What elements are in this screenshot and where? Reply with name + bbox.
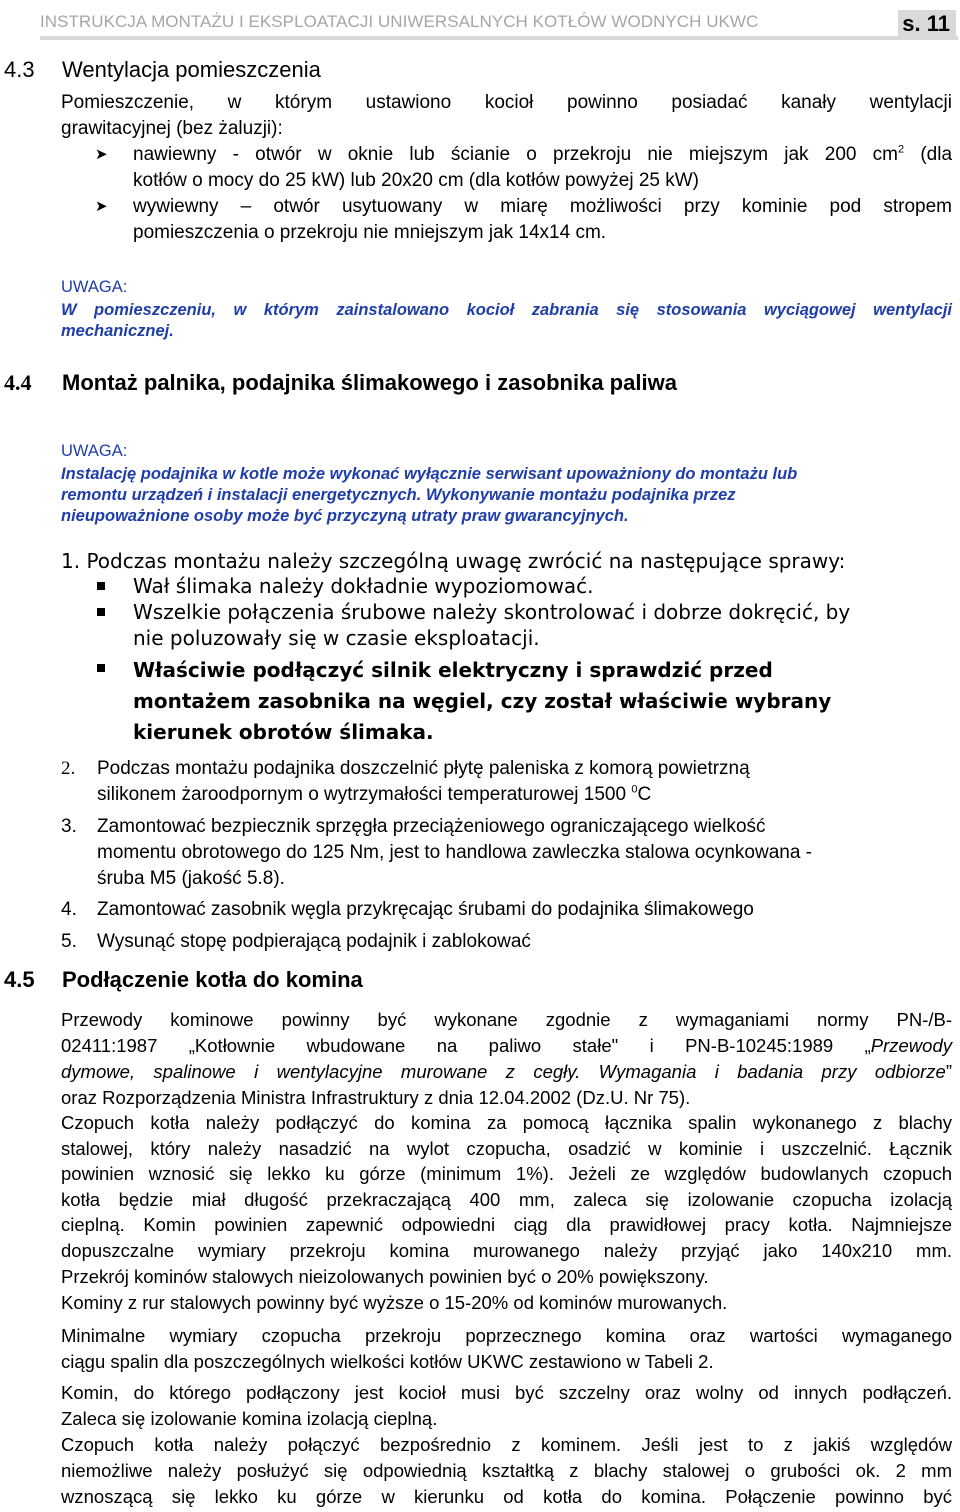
list-text: Zamontować zasobnik węgla przykręcając śrubami do podajnika ślimakowego — [97, 899, 754, 920]
paragraph-line: Przewody kominowe powinny być wykonane zgodnie z wymaganiami normy PN-/B- — [61, 1009, 952, 1030]
square-bullet-icon — [97, 608, 105, 616]
section-heading-4-3 — [4, 57, 321, 83]
paragraph-line: oraz Rozporządzenia Ministra Infrastruktury z dnia 12.04.2002 (Dz.U. Nr 75). — [61, 1087, 691, 1108]
warning-line: nieupoważnione osoby może być przyczyną utraty praw gwarancyjnych. — [61, 507, 629, 525]
text-part: ” — [945, 1061, 952, 1082]
square-bullet-icon — [97, 664, 105, 672]
section-number: 4.4 — [4, 370, 32, 395]
list-number: 1. — [61, 549, 81, 573]
list-number: 3. — [61, 816, 77, 837]
bullet-line: kotłów o mocy do 25 kW) lub 20x20 cm (dla kotłów powyżej 25 kW) — [133, 170, 699, 191]
page-header — [40, 10, 958, 40]
paragraph-line: ciągu spalin dla poszczególnych wielkości kotłów UKWC zestawiono w Tabeli 2. — [61, 1351, 714, 1372]
warning-label: UWAGA: — [61, 278, 128, 296]
list-text: Podczas montażu podajnika doszczelnić płytę paleniska z komorą powietrzną — [97, 758, 750, 779]
arrow-bullet-icon: ➤ — [95, 146, 108, 163]
paragraph-line: stalowej, który należy nasadzić na wylot czopucha, osadzić w kominie i uszczelnić. Łącznik — [61, 1138, 952, 1159]
paragraph-line: Kominy z rur stalowych powinny być wyższe o 15-20% od kominów murowanych. — [61, 1292, 728, 1313]
section-title: Wentylacja pomieszczenia — [62, 57, 321, 82]
warning-line: W pomieszczeniu, w którym zainstalowano kocioł zabrania się stosowania wyciągowej wentylacji — [61, 301, 952, 319]
paragraph-line: Czopuch kotła należy połączyć bezpośrednio z kominem. Jeśli jest to z jakiś względów — [61, 1434, 952, 1455]
paragraph-line: kotła będzie miał długość przekraczającą 400 mm, zaleca się izolowanie czopucha izolacją — [61, 1189, 952, 1210]
list-text: momentu obrotowego do 125 Nm, jest to handlowa zawleczka stalowa ocynkowana - — [97, 842, 812, 863]
paragraph-line: Przekrój kominów stalowych nieizolowanych powinien być o 20% powiększony. — [61, 1266, 709, 1287]
bullet-line: pomieszczenia o przekroju nie mniejszym jak 14x14 cm. — [133, 222, 607, 243]
sub-item: Wał ślimaka należy dokładnie wypoziomować. — [133, 574, 594, 598]
list-text: Zamontować bezpiecznik sprzęgła przeciążeniowego ograniczającego wielkość — [97, 816, 766, 837]
section-heading-4-5 — [4, 967, 363, 993]
list-number: 4. — [61, 899, 77, 920]
warning-line: Instalację podajnika w kotle może wykonać wyłącznie serwisant upoważniony do montażu lub — [61, 465, 798, 483]
sub-item: Wszelkie połączenia śrubowe należy skontrolować i dobrze dokręcić, by — [133, 600, 851, 624]
paragraph-line: Czopuch kotła należy podłączyć do komina za pomocą łącznika spalin wykonanego z blachy — [61, 1112, 952, 1133]
paragraph-line — [61, 1059, 952, 1085]
page-number: s. 11 — [898, 10, 956, 39]
list-text: Wysunąć stopę podpierającą podajnik i zablokować — [97, 931, 531, 952]
bullet-line: wywiewny – otwór usytuowany w miarę możliwości przy kominie pod stropem — [133, 196, 952, 217]
list-item-1 — [61, 548, 845, 574]
paragraph-line: cieplną. Komin powinien zapewnić odpowiedni ciąg dla prawidłowej pracy kotła. Najmniejsze — [61, 1214, 952, 1235]
sub-item: nie poluzowały się w czasie eksploatacji. — [133, 626, 540, 650]
section-title: Podłączenie kotła do komina — [62, 967, 363, 992]
list-number: 5. — [61, 931, 77, 952]
bullet-line — [133, 142, 952, 168]
section-number: 4.3 — [4, 57, 35, 82]
paragraph-line — [61, 1033, 952, 1059]
text-part: 02411:1987 „Kotłownie wbudowane na paliwo stałe" i PN-B-10245:1989 „ — [61, 1035, 871, 1056]
square-bullet-icon — [97, 582, 105, 590]
bullet-text: (dla — [904, 144, 953, 165]
paragraph-line: dopuszczalne wymiary przekroju komina murowanego należy przyjąć jako 140x210 mm. — [61, 1240, 952, 1261]
sub-item-bold: kierunek obrotów ślimaka. — [133, 720, 434, 744]
sub-item-bold: Właściwie podłączyć silnik elektryczny i sprawdzić przed — [133, 658, 773, 682]
text-part-italic: dymowe, spalinowe i wentylacyjne murowane z cegły. Wymagania i badania przy odbiorze — [61, 1061, 946, 1082]
paragraph-line: Minimalne wymiary czopucha przekroju poprzecznego komina oraz wartości wymaganego — [61, 1325, 952, 1346]
header-rule — [40, 36, 958, 40]
paragraph-line: Zaleca się izolowanie komina izolacją cieplną. — [61, 1408, 438, 1429]
list-text — [97, 782, 651, 808]
warning-line: remontu urządzeń i instalacji energetycznych. Wykonywanie montażu podajnika przez — [61, 486, 736, 504]
superscript: 2 — [898, 143, 905, 156]
paragraph-line: grawitacyjnej (bez żaluzji): — [61, 118, 283, 139]
paragraph-line: wznoszącą się lekko ku górze w kierunku od kotła do komina. Połączenie powinno być — [61, 1486, 952, 1507]
list-number: 2. — [61, 758, 76, 779]
section-number: 4.5 — [4, 967, 35, 992]
paragraph-line: powinien wznosić się lekko ku górze (minimum 1%). Jeżeli ze względów budowlanych czopuch — [61, 1163, 952, 1184]
paragraph-line: niemożliwe należy posłużyć się odpowiednią kształtką z blachy stalowej o grubości ok. 2 mm — [61, 1460, 952, 1481]
warning-line: mechanicznej. — [61, 322, 174, 340]
list-text-part: silikonem żaroodpornym o wytrzymałości temperaturowej 1500 — [97, 784, 632, 805]
list-text: Podczas montażu należy szczególną uwagę zwrócić na następujące sprawy: — [86, 549, 846, 573]
section-heading-4-4 — [4, 370, 677, 396]
superscript: 0 — [631, 783, 638, 796]
bullet-text: nawiewny - otwór w oknie lub ścianie o przekroju nie miejszym jak 200 cm — [133, 144, 898, 165]
sub-item-bold: montażem zasobnika na węgiel, czy został właściwie wybrany — [133, 689, 832, 713]
paragraph-line: Pomieszczenie, w którym ustawiono kocioł powinno posiadać kanały wentylacji — [61, 92, 952, 113]
arrow-bullet-icon: ➤ — [95, 198, 108, 215]
section-title: Montaż palnika, podajnika ślimakowego i zasobnika paliwa — [62, 370, 677, 395]
text-part-italic: Przewody — [870, 1035, 952, 1056]
list-text: śruba M5 (jakość 5.8). — [97, 868, 285, 889]
warning-label: UWAGA: — [61, 442, 128, 460]
paragraph-line: Komin, do którego podłączony jest kocioł musi być szczelny oraz wolny od innych podłączeń. — [61, 1382, 952, 1403]
list-text-part: C — [637, 784, 652, 805]
header-title: INSTRUKCJA MONTAŻU I EKSPLOATACJI UNIWERSALNYCH KOTŁÓW WODNYCH UKWC — [40, 12, 759, 31]
